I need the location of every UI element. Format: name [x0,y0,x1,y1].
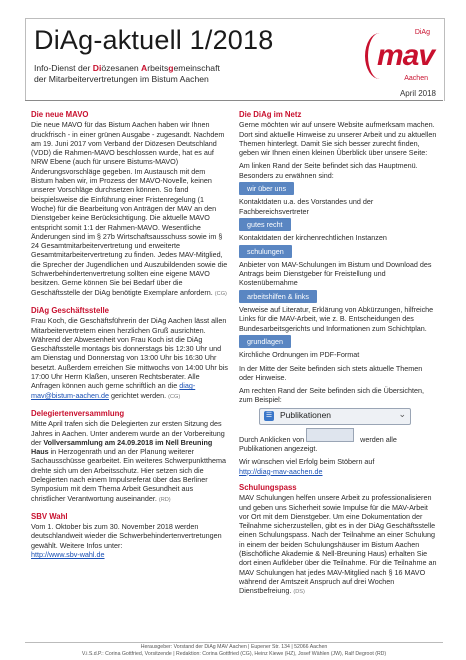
subtitle-text: emeinschaft [173,63,220,73]
section-heading: DiAg Geschäftsstelle [31,305,109,315]
body-text: MAV Schulungen helfen unsere Arbeit zu professionalisieren und geben uns Sicherheit sowie Impulse für die MAV-Arbeit vor Ort mit dem Dienstgeber. Um eine Dokumentation der Teilnahme sicherzustellen, gibt es in der DiAg Geschäftsstelle einen Schulungspass. Nach der Teilnahme an einer Schulung in einem der beiden Schulungshäuser im Bistum Aachen (Bischöfliche Akademie & Nell-Breuning Haus) erhalten Sie dort einen Aufkleber über die Teilnahme. Für die Teilnahme an MAV Schulungen hat jedes MAV-Mitglied nach § 16 MAVO während der Amtszeit Anspruch auf drei Wochen Dienstbefreiung. [239,493,437,596]
header-divider [25,100,443,101]
body-text: gerichtet werden. [109,390,167,400]
menu-desc: Kontaktdaten u.a. des Vorstandes und der Fachbereichsvertreter [239,197,374,216]
footer-divider [25,642,443,643]
subtitle-text: rbeits [147,63,169,73]
section-netz [239,110,437,476]
author-sig: (CG) [214,290,227,297]
logo-mav-text: mav [376,39,434,72]
page-title: DiAg-aktuell 1/2018 [34,25,274,55]
section-delegierte [31,409,229,505]
chevron-down-icon: ⌄ [398,408,406,419]
footer-line-1: Herausgeber: Vorstand der DiAg MAV Aachen | Eupener Str. 134 | 52066 Aachen [140,644,328,650]
body-text: Vom 1. Oktober bis zum 30. November 2018 werden deutschlandweit wieder die Schwerbehindertenvertretungen gewählt. Weitere Infos unter: [31,522,222,550]
body-text: Die neue MAVO für das Bistum Aachen haben wir Ihnen druckfrisch - in einer grünen Ausgabe - zugesandt. Nachdem am 19. Juni 2017 vom Verband der Diözesen Deutschland (VDD) die Rahmen-MAVO beschlossen wurde, hat es auf NRW Ebene (auch für unsere Bistums-MAVO) Änderungsvorschläge gegeben. Im Austausch mit dem Bistum haben wir, im Prozess der MAVO-Novelle, keinen unserer Vorschläge durchsetzen können. So fand beispielsweise die Einführung einer Fristenregelung (1 Woche) für die Bearbeitung von Anträgen der MAV an den Dienstgeber keine Berücksichtigung. Die aktuelle MAVO entspricht somit 1:1 der Rahmen-MAVO. Wesentliche Änderungen sind im § 27b Wirtschaftsausschuss sowie im § 24 Gesamtmitarbeitervertretung und erweiterte Gesamtmitarbeitervertretung zu finden. Jedes MAV-Mitglied, die Sprecher der Jugendlichen und Auszubildenden sowie die Schwerbehindertenvertretung sollten eine eigene MAVO besitzen. Gerne können Sie bei Bedarf über die Geschäftsstelle der DiAg benötigte Exemplare anfordern. [31,120,228,297]
section-mavo [31,110,229,299]
sbv-link[interactable]: http://www.sbv-wahl.de [31,550,105,560]
menu-button-grundlagen[interactable]: grundlagen [239,335,291,348]
footer-line-2: V.i.S.d.P.: Corina Gottfried, Vorsitzende | Redaktion: Corina Gottfried (CG), Heinz Kiewe (HZ), Josef Wählen (JW), Ralf Degroot (RD) [81,651,387,657]
section-heading: Schulungspass [239,482,297,492]
menu-button-wir-ueber-uns[interactable]: wir über uns [239,182,294,195]
bold-text: Vollversammlung am 24.09.2018 im Nell Breuning Haus [31,437,213,457]
section-intro: Gerne möchten wir auf unsere Website aufmerksam machen. Dort sind aktuelle Hinweise zu unserer Arbeit und zu aktuellen Themen hinterlegt. Damit Sie sich besser zurecht finden, geben wir Ihnen einen kleinen Überblick über unsere Seite: [239,120,437,158]
body-text: Mitte April trafen sich die Delegierten zur ersten Sitzung des Jahres in Aachen. Unter anderem wurde an der Vorbereitung der [31,419,225,447]
body-text: werden alle Publikationen angezeigt. [239,434,397,454]
mid-note: In der Mitte der Seite befinden sich stets aktuelle Themen oder Hinweise. [239,363,423,382]
subtitle-text: özesanen [101,63,142,73]
logo-aachen-text: Aachen [404,75,428,82]
mav-logo [370,29,438,91]
author-sig: (DS) [293,589,305,596]
body-text: in Herzogenrath und an der Planung weiterer Sachausschüsse gearbeitet. Ein weiteres Schwerpunktthema drehte sich um den Arbeitsschutz. Hier setzen sich die Delegierten nach einem Impulsreferat über das Berliner Symposium mit dem Thema Arbeit Gesundheit aus christlicher Verantwortung auseinander. [31,447,226,503]
newsletter-page [25,18,443,657]
email-link[interactable]: diag-mav@bistum-aachen.de [31,381,196,400]
click-hint-text [239,428,437,454]
menu-desc: Anbieter von MAV-Schulungen im Bistum und Download des Antrags beim Dienstgeber für Freistellung und Kostenübernahme [239,259,432,288]
section-body [31,316,229,402]
wish-text: Wir wünschen viel Erfolg beim Stöbern auf [239,457,375,467]
section-body [31,522,229,559]
nav-intro: Am linken Rand der Seite befindet sich das Hauptmenü. Besonders zu erwähnen sind: [239,161,418,180]
right-intro: Am rechten Rand der Seite befinden sich die Übersichten, zum Beispiel: [239,386,424,405]
section-sbv [31,512,229,559]
pub-chip-icon [306,428,354,442]
author-sig: (CG) [168,393,181,400]
left-column [31,110,229,566]
section-body [31,419,229,505]
menu-button-arbeitshilfen[interactable]: arbeitshilfen & links [239,290,317,303]
section-geschaeftsstelle [31,306,229,402]
author-sig: (RD) [158,496,171,503]
subtitle-text: Info-Dienst der [34,63,93,73]
issue-date: April 2018 [399,89,436,98]
footer [25,644,443,658]
body-text: Frau Koch, die Geschäftsführerin der DiAg Aachen lässt allen Mitarbeitervertretern einen herzlichen Gruß ausrichten. Während der Abwesenheit von Frau Koch ist die DiAg Geschäftsstelle montags bis donnerstags bis 12:30 Uhr und am Dienstag und Donnerstag von 13:00 Uhr bis 16:30 Uhr besetzt. Außerdem erreichen Sie mittwochs von 14:00 Uhr bis 17:00 Uhr Herrn Klaßen, unseren Rechtsberater. Alle Anfragen können auch gerne schriftlich an die [31,316,228,391]
click-hint [239,428,437,458]
menu-desc: Kirchliche Ordnungen im PDF-Format [239,350,360,360]
subtitle-highlight: g [168,63,174,73]
logo-diag-text: DiAg [414,29,430,36]
website-link[interactable]: http://diag-mav-aachen.de [239,466,323,476]
menu-desc: Kontaktdaten der kirchenrechtlichen Instanzen [239,233,387,243]
section-heading: Die neue MAVO [31,110,89,119]
right-column [239,110,437,604]
subtitle-highlight: A [141,63,148,73]
section-heading: Delegiertenversammlung [31,408,125,418]
menu-button-gutes-recht[interactable]: gutes recht [239,218,291,231]
document-icon: ☰ [265,411,273,419]
menu-button-schulungen[interactable]: schulungen [239,245,292,258]
body-text: Durch Anklicken von [239,434,305,444]
section-heading: Die DiAg im Netz [239,110,302,119]
publikationen-widget[interactable] [259,408,411,425]
section-schulungspass [239,483,437,598]
subtitle-line-2: der Mitarbeitervertretungen im Bistum Aachen [34,74,209,84]
subtitle-highlight: Di [92,63,102,73]
menu-desc: Verweise auf Literatur, Erklärung von Abkürzungen, hilfreiche Links für die MAV-Arbeit, wie z. B. Entscheidungen des Bundesarbeitsgerichts und Informationen zum Schichtplan. [239,305,434,333]
section-heading: SBV Wahl [31,511,68,521]
publikationen-label: Publikationen [280,409,332,420]
section-body [239,493,437,597]
section-body [31,120,229,299]
masthead [25,18,445,101]
masthead-subtitle [34,63,220,85]
